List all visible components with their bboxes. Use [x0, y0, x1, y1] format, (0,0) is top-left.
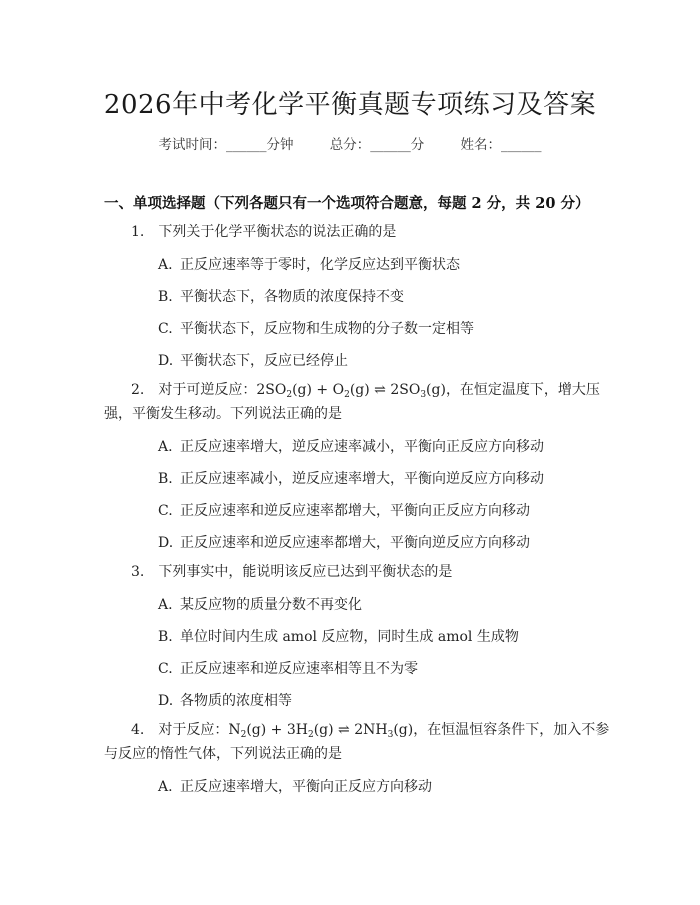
question-text: ，在恒定温度下，增大压 — [445, 382, 600, 398]
option-3d — [158, 690, 292, 710]
option-letter: A. — [158, 257, 173, 273]
section-heading: 一、单项选择题（下列各题只有一个选项符合题意，每题 2 分，共 20 分） — [104, 195, 590, 212]
question-text: 对于可逆反应： — [158, 382, 257, 398]
question-4-continued: 与反应的惰性气体，下列说法正确的是 — [104, 746, 342, 762]
option-letter: D. — [158, 353, 174, 369]
option-letter: D. — [158, 693, 174, 709]
option-text: 正反应速率增大，逆反应速率减小，平衡向正反应方向移动 — [180, 439, 544, 455]
option-2d — [158, 532, 530, 552]
option-letter: C. — [158, 321, 173, 337]
option-4a — [158, 776, 432, 796]
question-3 — [131, 560, 452, 585]
option-2a — [158, 436, 544, 456]
question-number: 4. — [131, 722, 145, 738]
option-letter: A. — [158, 439, 173, 455]
option-2b — [158, 468, 544, 488]
option-3c — [158, 658, 418, 678]
option-text: 单位时间内生成 amol 反应物，同时生成 amol 生成物 — [180, 629, 519, 645]
question-number: 1. — [131, 224, 145, 240]
option-text: 正反应速率和逆反应速率相等且不为零 — [180, 661, 418, 677]
option-1a — [158, 254, 460, 274]
option-1c — [158, 318, 474, 338]
student-name-field: 姓名：______ — [460, 137, 542, 153]
question-text: 对于反应： — [158, 722, 229, 738]
question-number: 2. — [131, 382, 145, 398]
option-letter: A. — [158, 779, 173, 795]
option-text: 各物质的浓度相等 — [180, 693, 292, 709]
option-letter: C. — [158, 503, 173, 519]
chemical-equation: $N_2(g) + 3H_2(g)$ ⇌ $2NH_3(g)$ — [228, 722, 414, 740]
question-text: 下列事实中，能说明该反应已达到平衡状态的是 — [158, 564, 453, 580]
question-2-continued: 强，平衡发生移动。下列说法正确的是 — [104, 406, 342, 422]
exam-meta — [0, 133, 700, 153]
question-1 — [131, 220, 396, 245]
option-2c — [158, 500, 530, 520]
total-score-field: 总分：______分 — [329, 137, 425, 153]
option-text: 正反应速率等于零时，化学反应达到平衡状态 — [180, 257, 460, 273]
question-text: ，在恒温恒容条件下，加入不参 — [413, 722, 610, 738]
option-text: 某反应物的质量分数不再变化 — [180, 597, 362, 613]
option-letter: B. — [158, 289, 173, 305]
option-text: 正反应速率减小，逆反应速率增大，平衡向逆反应方向移动 — [180, 471, 544, 487]
option-1b — [158, 286, 404, 306]
option-1d — [158, 350, 348, 370]
chemical-equation: $2SO_2(g) + O_2(g)$ ⇌ $2SO_3(g)$ — [256, 382, 446, 400]
option-text: 平衡状态下，反应已经停止 — [180, 353, 348, 369]
option-text: 平衡状态下，反应物和生成物的分子数一定相等 — [180, 321, 474, 337]
option-3b — [158, 626, 519, 646]
option-3a — [158, 594, 362, 614]
option-letter: B. — [158, 471, 173, 487]
exam-time-field: 考试时间：______分钟 — [158, 137, 294, 153]
question-number: 3. — [131, 564, 145, 580]
option-text: 平衡状态下，各物质的浓度保持不变 — [180, 289, 404, 305]
option-letter: D. — [158, 535, 174, 551]
option-text: 正反应速率和逆反应速率都增大，平衡向正反应方向移动 — [180, 503, 530, 519]
option-letter: A. — [158, 597, 173, 613]
question-text: 下列关于化学平衡状态的说法正确的是 — [158, 224, 397, 240]
option-text: 正反应速率增大，平衡向正反应方向移动 — [180, 779, 432, 795]
option-text: 正反应速率和逆反应速率都增大，平衡向逆反应方向移动 — [180, 535, 530, 551]
page-title: 2026年中考化学平衡真题专项练习及答案 — [103, 90, 597, 120]
option-letter: B. — [158, 629, 173, 645]
option-letter: C. — [158, 661, 173, 677]
